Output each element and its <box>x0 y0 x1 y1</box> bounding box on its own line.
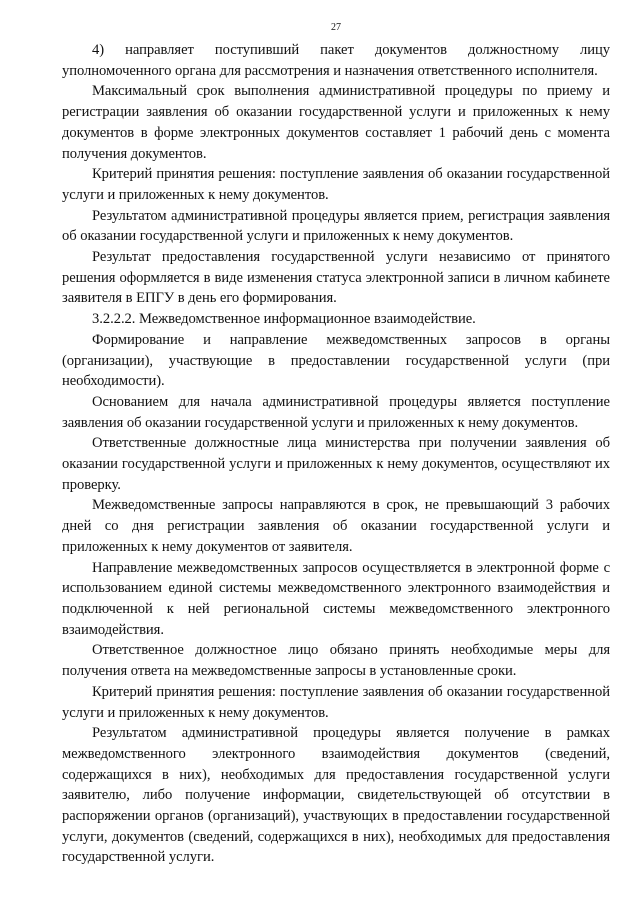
paragraph-4: Результатом административной процедуры является прием, регистрация заявления об оказании государственной услуги и приложенных к нему документов. <box>62 207 610 245</box>
paragraph-14: Результатом административной процедуры является получение в рамках межведомственного электронного взаимодействия документов (сведений, содержащихся в них), необходимых для предоставления государственной услуги заявителю, либо получение информации, свидетельствующей об отсутствии в распоряжении органов (организаций), участвующих в предоставлении государственной услуги, документов (сведений, содержащихся в них), необходимых для предоставления государственной услуги. <box>62 725 610 866</box>
document-body <box>62 40 610 868</box>
paragraph-1: 4) направляет поступивший пакет документов должностному лицу уполномоченного органа для рассмотрения и назначения ответственного исполнителя. <box>62 42 610 79</box>
paragraph-8: Основанием для начала административной процедуры является поступление заявления об оказании государственной услуги и приложенных к нему документов. <box>62 393 610 431</box>
paragraph-11: Направление межведомственных запросов осуществляется в электронной форме с использованием единой системы межведомственного электронного взаимодействия и подключенной к ней региональной системы межведомственного электронного взаимодействия. <box>62 559 610 638</box>
paragraph-5: Результат предоставления государственной услуги независимо от принятого решения оформляется в виде изменения статуса электронной записи в личном кабинете заявителя в ЕПГУ в день его формирования. <box>62 249 610 307</box>
paragraph-7: Формирование и направление межведомственных запросов в органы (организации), участвующие в предоставлении государственной услуги (при необходимости). <box>62 331 610 390</box>
section-heading: 3.2.2.2. Межведомственное информационное взаимодействие. <box>92 311 476 328</box>
paragraph-10: Межведомственные запросы направляются в срок, не превышающий 3 рабочих дней со дня регистрации заявления об оказании государственной услуги и приложенных к нему документов от заявителя. <box>62 497 610 555</box>
paragraph-9: Ответственные должностные лица министерства при получении заявления об оказании государственной услуги и приложенных к нему документов, осуществляют их проверку. <box>62 435 610 493</box>
paragraph-2: Максимальный срок выполнения административной процедуры по приему и регистрации заявления об оказании государственной услуги и приложенных к нему документов в форме электронных документов составляет 1 рабочий день с момента получения документов. <box>62 83 610 162</box>
paragraph-13: Критерий принятия решения: поступление заявления об оказании государственной услуги и приложенных к нему документов. <box>62 683 610 721</box>
page-number: 27 <box>331 22 341 33</box>
paragraph-3: Критерий принятия решения: поступление заявления об оказании государственной услуги и приложенных к нему документов. <box>62 166 610 203</box>
paragraph-12: Ответственное должностное лицо обязано принять необходимые меры для получения ответа на межведомственные запросы в установленные сроки. <box>62 642 610 680</box>
